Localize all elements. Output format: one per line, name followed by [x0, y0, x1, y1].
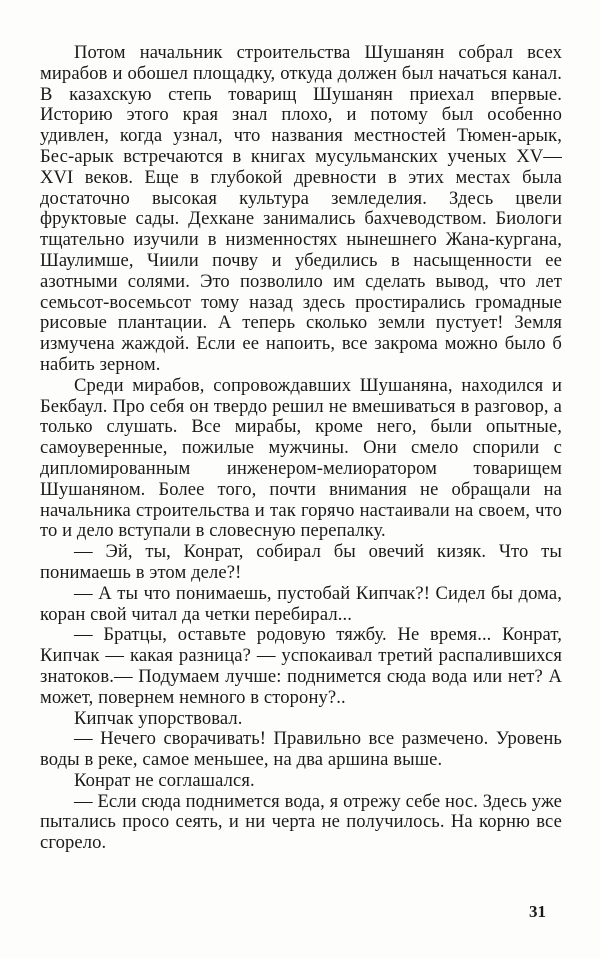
paragraph: — Братцы, оставьте родовую тяжбу. Не время... Конрат, Кипчак — какая разница? — успокаивал третий распалившихся знатоков.— Подумаем лучше: поднимется сюда вода или нет? А может, повернем немного в сторону?..	[40, 624, 562, 708]
paragraph: — Если сюда поднимется вода, я отрежу себе нос. Здесь уже пытались просо сеять, и ни черта не получилось. На корню все сгорело.	[40, 790, 562, 854]
paragraph: Кипчак упорствовал.	[74, 707, 243, 729]
page-number: 31	[529, 902, 546, 921]
paragraph: — А ты что понимаешь, пустобай Кипчак?! Сидел бы дома, коран свой читал да четки перебирал...	[40, 582, 562, 625]
paragraph: Конрат не соглашался.	[74, 769, 255, 791]
paragraph: Среди мирабов, сопровождавших Шушаняна, находился и Бекбаул. Про себя он твердо решил не вмешиваться в разговор, а только слушать. Все мирабы, кроме него, были опытные, самоуверенные, пожилые мужчины. Они смело спорили с дипломированным инженером-мелиоратором товарищем Шушаняном. Более того, почти внимания не обращали на начальника строительства и так горячо настаивали на своем, что то и дело вступали в словесную перепалку.	[40, 374, 562, 542]
paragraph: Потом начальник строительства Шушанян собрал всех мирабов и обошел площадку, откуда должен был начаться канал. В казахскую степь товарищ Шушанян приехал впервые. Историю этого края знал плохо, и потому был особенно удивлен, когда узнал, что названия местностей Тюмен-арык, Бес-арык встречаются в книгах мусульманских ученых XV—XVI веков. Еще в глубокой древности в этих местах была достаточно высокая культура земледелия. Здесь цвели фруктовые сады. Дехкане занимались бахчеводством. Биологи тщательно изучили в низменностях нынешнего Жана-кургана, Шаулимше, Чиили почву и убедились в насыщенности ее азотными солями. Это позволило им сделать вывод, что лет семьсот-восемьсот тому назад здесь простирались громадные рисовые плантации. А теперь сколько земли пустует! Земля измучена жаждой. Если ее напоить, все закрома можно было б набить зерном.	[40, 42, 562, 375]
body-text	[40, 43, 562, 854]
paragraph: — Эй, ты, Конрат, собирал бы овечий кизяк. Что ты понимаешь в этом деле?!	[40, 541, 562, 583]
paragraph: — Нечего сворачивать! Правильно все размечено. Уровень воды в реке, самое меньшее, на два аршина выше.	[40, 728, 562, 771]
